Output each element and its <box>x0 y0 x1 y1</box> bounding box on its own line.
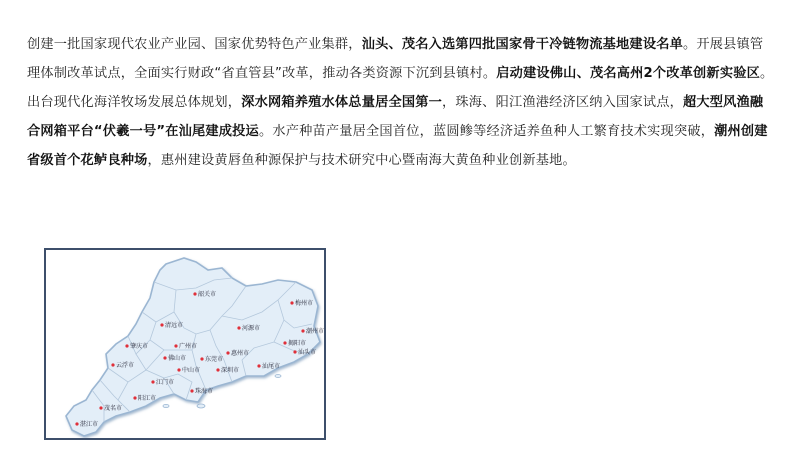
city-label: 阳江市 <box>138 395 157 402</box>
text-segment: 。开展县镇管理体制改革试点，全面实行财政“省直管县”改革，推动各类资源下沉到县镇村。 <box>27 37 764 81</box>
city-label: 揭阳市 <box>288 340 307 347</box>
city-label: 梅州市 <box>295 300 314 307</box>
city-label: 韶关市 <box>198 291 217 298</box>
bold-highlight: 潮州创建省级首个花鲈良种场 <box>27 124 768 168</box>
bold-highlight: 超大型风渔融合网箱平台“伏羲一号”在汕尾建成投运 <box>27 95 764 139</box>
city-label: 东莞市 <box>205 356 224 363</box>
city-dot <box>200 357 203 360</box>
city-label: 佛山市 <box>168 355 187 362</box>
city-label: 潮州市 <box>306 328 324 335</box>
text-segment: ，惠州建设黄唇鱼种源保护与技术研究中心暨南海大黄鱼种业创新基地。 <box>147 153 576 168</box>
city-dot <box>293 350 296 353</box>
city-dot <box>163 356 166 359</box>
city-label: 湛江市 <box>80 421 99 428</box>
city-label: 清远市 <box>165 322 184 329</box>
body-paragraph <box>27 30 775 175</box>
city-dot <box>290 301 293 304</box>
city-label: 广州市 <box>179 343 198 350</box>
city-dot <box>177 368 180 371</box>
city-label: 江门市 <box>156 379 175 386</box>
city-dot <box>301 329 304 332</box>
city-label: 肇庆市 <box>130 343 149 350</box>
bold-highlight: 深水网箱养殖水体总量居全国第一 <box>241 95 443 110</box>
city-label: 汕尾市 <box>262 363 281 370</box>
city-label: 珠海市 <box>195 388 214 395</box>
city-dot <box>216 368 219 371</box>
bold-highlight: 汕头、茂名入选第四批国家骨干冷链物流基地建设名单 <box>361 37 683 52</box>
city-dot <box>151 380 154 383</box>
city-dot <box>133 396 136 399</box>
city-dot <box>257 364 260 367</box>
city-label: 云浮市 <box>116 362 135 369</box>
city-label: 深圳市 <box>221 367 240 374</box>
city-dot <box>174 344 177 347</box>
text-segment: 。出台现代化海洋牧场发展总体规划， <box>27 66 774 110</box>
text-segment: ，珠海、阳江渔港经济区纳入国家试点， <box>442 95 683 110</box>
city-label: 汕头市 <box>298 349 317 356</box>
city-dot <box>226 351 229 354</box>
bold-highlight: 启动建设佛山、茂名高州2个改革创新实验区 <box>496 66 760 81</box>
map-svg <box>46 250 324 438</box>
city-dot <box>190 389 193 392</box>
city-dot <box>99 406 102 409</box>
city-dot <box>125 344 128 347</box>
city-dot <box>75 422 78 425</box>
city-dot <box>237 326 240 329</box>
city-label: 茂名市 <box>104 405 123 412</box>
city-label: 惠州市 <box>231 350 250 357</box>
city-dot <box>193 292 196 295</box>
city-label: 中山市 <box>182 367 201 374</box>
city-label: 河源市 <box>242 325 261 332</box>
text-segment: 。水产种苗产量居全国首位，蓝圆鲹等经济适养鱼种人工繁育技术实现突破， <box>258 124 715 139</box>
city-dot <box>111 363 114 366</box>
city-dot <box>283 341 286 344</box>
guangdong-map <box>44 248 326 440</box>
text-segment: 创建一批国家现代农业产业园、国家优势特色产业集群， <box>27 37 362 52</box>
city-dot <box>160 323 163 326</box>
